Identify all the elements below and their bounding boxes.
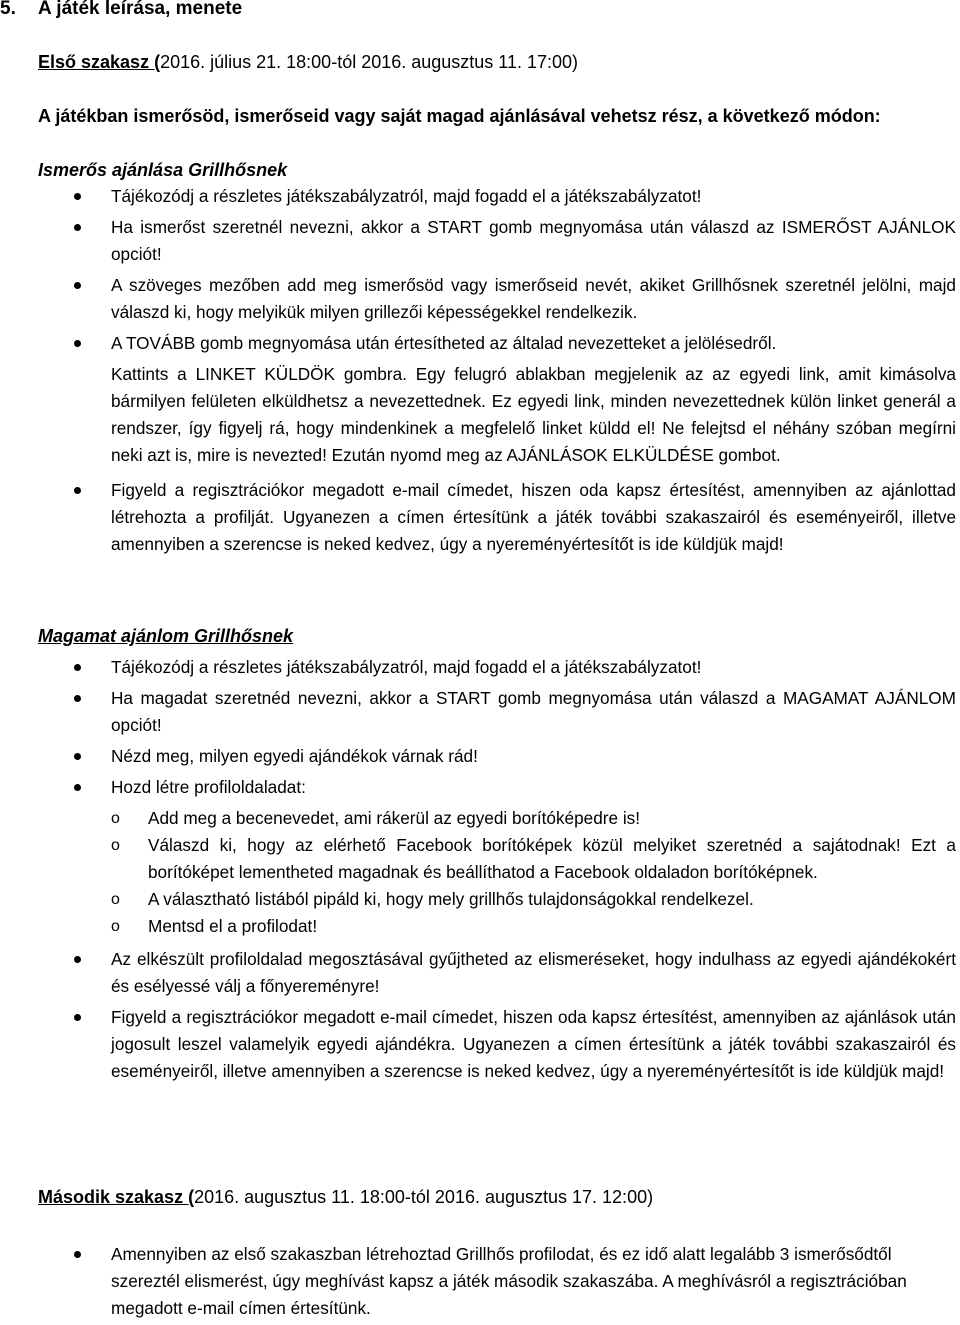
phase2-label: Második szakasz ( (38, 1187, 195, 1207)
section-number: 5. (0, 0, 16, 19)
list-item (74, 946, 956, 1000)
bullet-icon (74, 956, 81, 963)
bullet-icon (74, 784, 81, 791)
bullet-icon (74, 664, 81, 671)
profile-sublist (111, 805, 956, 940)
friend-heading: Ismerős ajánlása Grillhősnek (38, 160, 288, 180)
list-item (74, 477, 956, 558)
list-item (74, 330, 956, 469)
list-item (74, 1004, 956, 1085)
list-item (74, 654, 956, 681)
sublist-item-text: Add meg a becenevedet, ami rákerül az egyedi borítóképedre is! (148, 808, 641, 828)
bullet-icon (74, 340, 81, 347)
section-title: A játék leírása, menete (38, 0, 243, 19)
circle-bullet-icon: o (111, 837, 120, 854)
list-item (74, 774, 956, 940)
self-heading: Magamat ajánlom Grillhősnek (38, 626, 294, 646)
sublist-item-text: A választható listából pipáld ki, hogy mely grillhős tulajdonságokkal rendelkezel. (148, 889, 754, 909)
circle-bullet-icon: o (111, 891, 120, 908)
sublist-item (74, 913, 956, 940)
phase2-list (74, 1241, 956, 1322)
phase2-heading (38, 1187, 653, 1208)
list-item (74, 272, 956, 326)
list-item (74, 214, 956, 268)
bullet-icon (74, 282, 81, 289)
self-list (74, 654, 956, 1085)
sublist-item (74, 886, 956, 913)
sublist-item-text: Válaszd ki, hogy az elérhető Facebook borítóképek közül melyiket szeretnéd a sajátodnak! Ezt a borítóképet lementheted magadnak és beállíthatod a Facebook oldaladon borítóképnek. (148, 835, 956, 882)
sublist-item (74, 805, 956, 832)
list-item (74, 1241, 956, 1322)
list-item-continuation: Kattints a LINKET KÜLDÖK gombra. Egy felugró ablakban megjelenik az az egyedi link, amit kimásolva bármilyen felületen elküldhetsz a nevezettednek. Ez egyedi link, minden nevezettednek külön linket generál a rendszer, így figyelj rá, hogy mindenkinek a megfelelő linket küldd el! Ne felejtsd el néhány szóban megírni neki azt is, mire is nevezted! Ezután nyomd meg az AJÁNLÁSOK ELKÜLDÉSE gombot. (111, 364, 956, 465)
section-heading (0, 0, 242, 20)
intro-text: A játékban ismerősöd, ismerőseid vagy saját magad ajánlásával vehetsz rész, a következő módon: (38, 106, 881, 126)
list-item-text: Figyeld a regisztrációkor megadott e-mail címedet, hiszen oda kapsz értesítést, amennyiben az ajánlottad létrehozta a profilját. Ugyanezen a címen értesítünk a játék további szakaszairól és eseményeiről, illetve amennyiben a szerencse is neked kedvez, úgy a nyereményértesítőt is ide küldjük majd! (111, 480, 956, 554)
bullet-icon (74, 1251, 81, 1258)
circle-bullet-icon: o (111, 810, 120, 827)
bullet-icon (74, 193, 81, 200)
list-item-text: Tájékozódj a részletes játékszabályzatról, majd fogadd el a játékszabályzatot! (111, 657, 702, 677)
sublist-item (74, 832, 956, 886)
bullet-icon (74, 1014, 81, 1021)
list-item (74, 743, 956, 770)
phase2-dates: 2016. augusztus 11. 18:00-tól 2016. augusztus 17. 12:00) (194, 1187, 654, 1207)
sublist-item-text: Mentsd el a profilodat! (148, 916, 318, 936)
bullet-icon (74, 487, 81, 494)
list-item-text: Ha ismerőst szeretnél nevezni, akkor a START gomb megnyomása után válaszd az ISMERŐST AJÁNLOK opciót! (111, 217, 956, 264)
phase1-label: Első szakasz ( (38, 52, 161, 72)
list-item (74, 685, 956, 739)
bullet-icon (74, 224, 81, 231)
list-item-text: A TOVÁBB gomb megnyomása után értesítheted az általad nevezetteket a jelölésedről. (111, 333, 777, 353)
list-item-text: Tájékozódj a részletes játékszabályzatról, majd fogadd el a játékszabályzatot! (111, 186, 702, 206)
list-item-text: Az elkészült profiloldalad megosztásával gyűjtheted az elismeréseket, hogy indulhass az egyedi ajándékokért és esélyessé válj a főnyereményre! (111, 949, 956, 996)
list-item-text: Ha magadat szeretnéd nevezni, akkor a START gomb megnyomása után válaszd a MAGAMAT AJÁNLOM opciót! (111, 688, 956, 735)
list-item-text: A szöveges mezőben add meg ismerősöd vagy ismerőseid nevét, akiket Grillhősnek szeretnél jelölni, majd válaszd ki, hogy melyikük milyen grillezői képességekkel rendelkezik. (111, 275, 956, 322)
list-item-text: Nézd meg, milyen egyedi ajándékok várnak rád! (111, 746, 478, 766)
list-item-text: Amennyiben az első szakaszban létrehoztad Grillhős profilodat, és ez idő alatt legalább 3 ismerősődtől szereztél elismerést, úgy meghívást kapsz a játék második szakaszába. A meghívásról a regisztrációban megadott e-mail címen értesítünk. (111, 1244, 907, 1318)
list-item-text: Figyeld a regisztrációkor megadott e-mail címedet, hiszen oda kapsz értesítést, amennyiben az ajánlások után jogosult leszel valamelyik egyedi ajándékra. Ugyanezen a címen értesítünk a játék további szakaszairól és eseményeiről, illetve amennyiben a szerencse is neked kedvez, úgy a nyereményértesítőt is ide küldjük majd! (111, 1007, 956, 1081)
list-item-text: Hozd létre profiloldaladat: (111, 777, 306, 797)
circle-bullet-icon: o (111, 918, 120, 935)
bullet-icon (74, 753, 81, 760)
bullet-icon (74, 695, 81, 702)
phase1-heading (38, 52, 578, 73)
list-item (74, 183, 956, 210)
phase1-dates: 2016. július 21. 18:00-tól 2016. augusztus 11. 17:00) (160, 52, 579, 72)
friend-list (74, 183, 956, 558)
